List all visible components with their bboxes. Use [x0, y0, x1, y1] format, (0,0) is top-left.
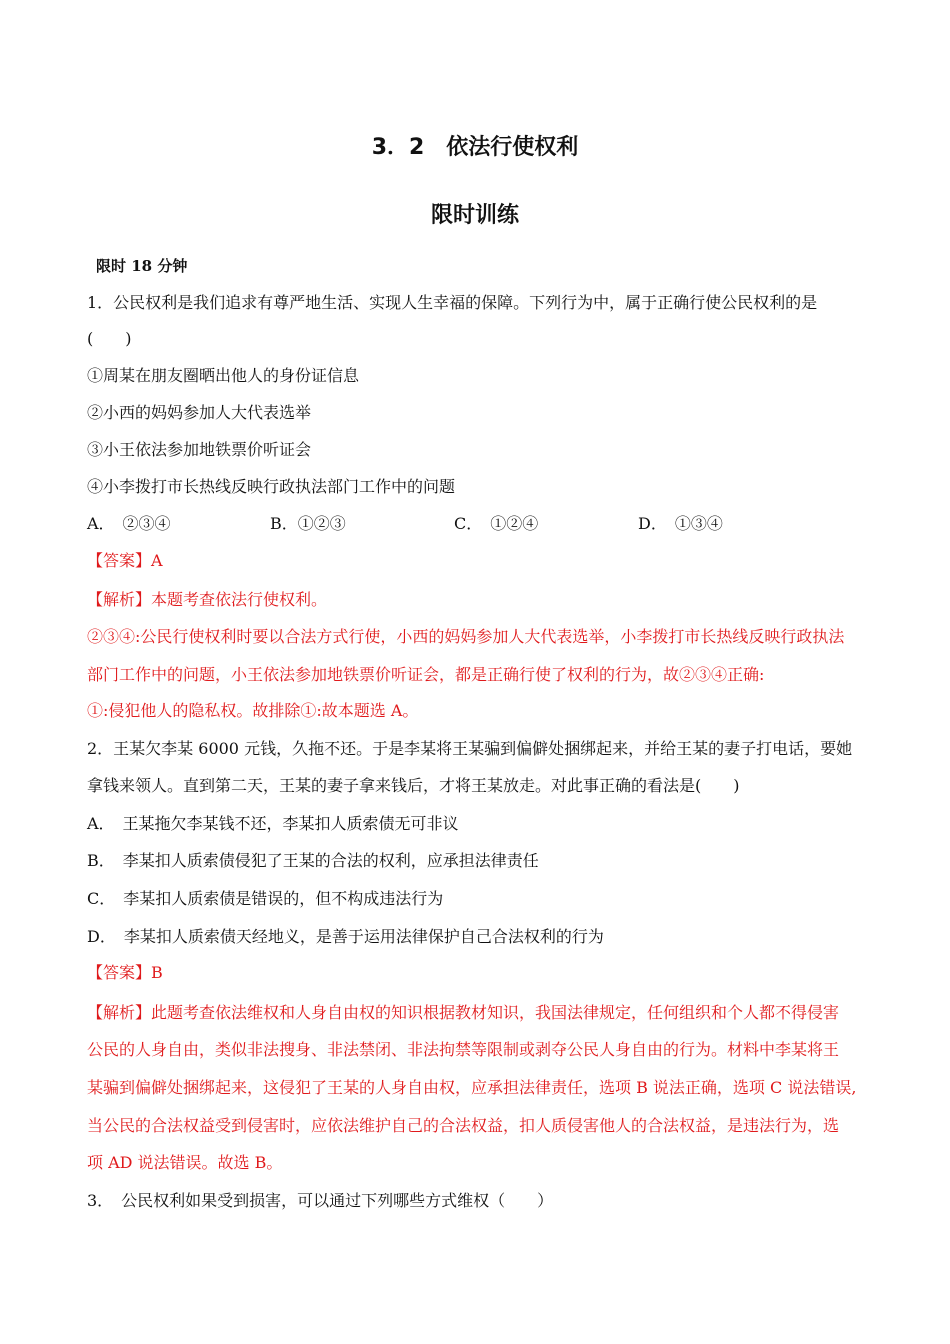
q2-option-d: D． 李某扣人质索债天经地义，是善于运用法律保护自己合法权利的行为 [87, 927, 604, 946]
q1-option-c: C． ①②④ [454, 514, 539, 533]
q1-analysis-4: ①:侵犯他人的隐私权。故排除①:故本题选 A。 [87, 701, 419, 720]
q2-option-a: A． 王某拖欠李某钱不还，李某扣人质索债无可非议 [87, 814, 459, 833]
q2-analysis-3: 某骗到偏僻处捆绑起来，这侵犯了王某的人身自由权，应承担法律责任，选项 B 说法正确，选项 C 说法错误, [87, 1078, 857, 1097]
q2-stem-1: 2．王某欠李某 6000 元钱，久拖不还。于是李某将王某骗到偏僻处捆绑起来，并给王某的妻子打电话，要她 [87, 739, 853, 758]
q1-option-b: B．①②③ [270, 514, 346, 533]
q1-answer: 【答案】A [87, 551, 163, 570]
q2-analysis-2: 公民的人身自由，类似非法搜身、非法禁闭、非法拘禁等限制或剥夺公民人身自由的行为。材料中李某将王 [87, 1040, 840, 1059]
q2-stem-2: 拿钱来领人。直到第二天，王某的妻子拿来钱后，才将王某放走。对此事正确的看法是( ) [87, 776, 740, 795]
q2-analysis-4: 当公民的合法权益受到侵害时，应依法维护自己的合法权益，扣人质侵害他人的合法权益，是违法行为，选 [87, 1116, 840, 1135]
document-subtitle: 限时训练 [430, 203, 519, 228]
q1-statement-4: ④小李拨打市长热线反映行政执法部门工作中的问题 [87, 477, 456, 496]
q1-analysis-2: ②③④:公民行使权利时要以合法方式行使，小西的妈妈参加人大代表选举，小李拨打市长热线反映行政执法 [87, 627, 845, 646]
q2-analysis-1: 【解析】此题考查依法维权和人身自由权的知识根据教材知识，我国法律规定，任何组织和个人都不得侵害 [87, 1003, 840, 1022]
q2-option-c: C． 李某扣人质索债是错误的，但不构成违法行为 [87, 889, 444, 908]
q3-stem: 3． 公民权利如果受到损害，可以通过下列哪些方式维权（ ） [87, 1191, 554, 1210]
q1-analysis-3: 部门工作中的问题，小王依法参加地铁票价听证会，都是正确行使了权利的行为，故②③④正确: [87, 665, 765, 684]
q1-statement-2: ②小西的妈妈参加人大代表选举 [87, 403, 312, 422]
q1-option-a: A． ②③④ [87, 514, 171, 533]
time-limit: 限时 18 分钟 [96, 257, 188, 275]
q2-answer: 【答案】B [87, 963, 163, 982]
q2-analysis-5: 项 AD 说法错误。故选 B。 [87, 1153, 283, 1172]
q1-stem: 1．公民权利是我们追求有尊严地生活、实现人生幸福的保障。下列行为中，属于正确行使公民权利的是 [87, 293, 818, 312]
q1-paren: ( ) [87, 329, 132, 348]
q1-analysis-1: 【解析】本题考查依法行使权利。 [87, 590, 328, 609]
q2-option-b: B． 李某扣人质索债侵犯了王某的合法的权利，应承担法律责任 [87, 851, 539, 870]
q1-option-d: D． ①③④ [638, 514, 723, 533]
q1-statement-1: ①周某在朋友圈晒出他人的身份证信息 [87, 366, 360, 385]
q1-statement-3: ③小王依法参加地铁票价听证会 [87, 440, 312, 459]
document-title: 3．2 依法行使权利 [371, 135, 579, 160]
